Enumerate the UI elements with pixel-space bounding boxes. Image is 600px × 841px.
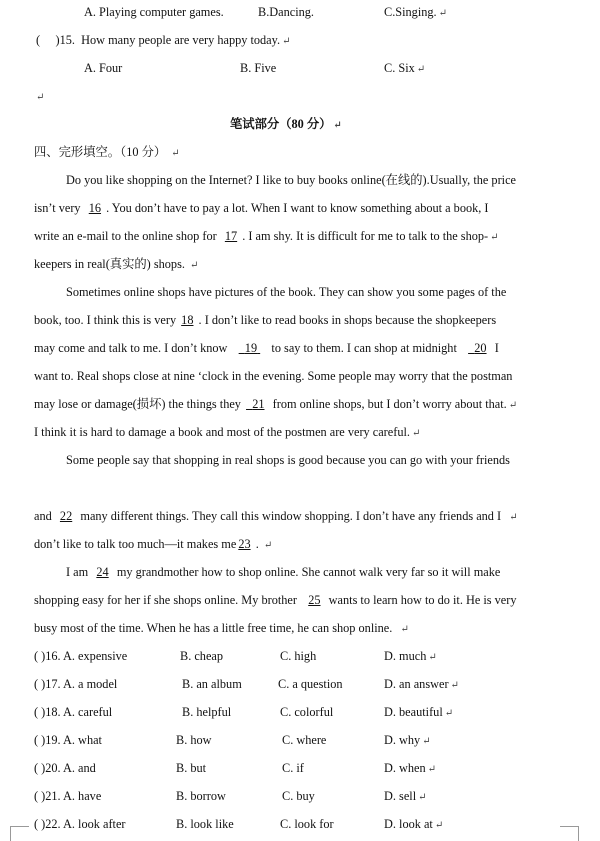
blank-24[interactable]: 24 [96,565,109,579]
blank-17[interactable]: 17 [224,229,238,243]
q22-option-d: D. look at ↵ [384,817,444,831]
q14-option-a: A. Playing computer games. [84,5,224,19]
q16-option-a: ( )16. A. expensive [34,649,128,663]
passage-line-1: Do you like shopping on the Internet? I like to buy books online(在线的).Usually, the price [66,173,517,187]
passage-line-9: may lose or damage(损坏) the things they 21 from online shops, but I don’t worry about that. ↵ [34,397,518,411]
q17-option-d: D. an answer ↵ [384,677,459,691]
page-corner-left [10,826,29,841]
q19-option-b: B. how [176,733,212,747]
q16-option-c: C. high [280,649,317,663]
q14-option-c: C.Singing. ↵ [384,5,448,19]
passage-line-4: keepers in real(真实的) shops. ↵ [34,257,199,271]
paragraph-mark: ↵ [36,92,45,103]
passage-line-16: busy most of the time. When he has a little free time, he can shop online. ↵ [34,621,409,635]
section-subtitle: 四、完形填空。（10 分） ↵ [34,145,180,159]
q21-option-b: B. borrow [176,789,226,803]
q18-option-d: D. beautiful ↵ [384,705,454,719]
passage-line-15: shopping easy for her if she shops online. My brother 25 wants to learn how to do it. He is very [34,593,517,607]
q22-option-a: ( )22. A. look after [34,817,126,831]
q19-option-c: C. where [282,733,327,747]
q16-option-b: B. cheap [180,649,224,663]
q15-question: ( )15. How many people are very happy today. ↵ [36,33,291,47]
passage-line-8: want to. Real shops close at nine ‘clock in the evening. Some people may worry that the postman [34,369,513,383]
passage-line-13: don’t like to talk too much—it makes me 23 . ↵ [34,537,273,551]
passage-line-3: write an e-mail to the online shop for 17 . I am shy. It is difficult for me to talk to the shop- ↵ [34,229,499,243]
passage-line-10: I think it is hard to damage a book and most of the postmen are very careful. ↵ [34,425,421,439]
passage-line-7: may come and talk to me. I don’t know 19 to say to them. I can shop at midnight 20 I [34,341,499,355]
passage-line-12: and 22 many different things. They call this window shopping. I don’t have any friends and I ↵ [34,509,518,523]
q20-option-b: B. but [176,761,207,775]
q18-option-a: ( )18. A. careful [34,705,113,719]
q16-option-d: D. much ↵ [384,649,437,663]
q21-option-a: ( )21. A. have [34,789,102,803]
blank-16[interactable]: 16 [88,201,102,215]
passage-line-6: book, too. I think this is very 18 . I don’t like to read books in shops because the shopkeepers [34,313,497,327]
q17-option-c: C. a question [278,677,343,691]
blank-18[interactable]: 18 [181,313,194,327]
q22-option-b: B. look like [176,817,234,831]
blank-19[interactable]: 19 [244,341,258,355]
blank-21[interactable]: 21 [252,397,265,411]
q15-option-b: B. Five [240,61,277,75]
q14-option-b: B.Dancing. [258,5,315,19]
q18-option-b: B. helpful [182,705,232,719]
q15-option-c: C. Six ↵ [384,61,426,75]
q18-option-c: C. colorful [280,705,334,719]
blank-23[interactable]: 23 [238,537,251,551]
q20-option-a: ( )20. A. and [34,761,96,775]
q21-option-d: D. sell ↵ [384,789,427,803]
blank-20[interactable]: 20 [474,341,487,355]
q17-option-b: B. an album [182,677,242,691]
q21-option-c: C. buy [282,789,315,803]
q20-option-d: D. when ↵ [384,761,437,775]
passage-line-5: Sometimes online shops have pictures of the book. They can show you some pages of the [66,285,507,299]
blank-22[interactable]: 22 [59,509,73,523]
q22-option-c: C. look for [280,817,334,831]
passage-line-2: isn’t very 16 . You don’t have to pay a lot. When I want to know something about a book, I [34,201,489,215]
blank-25[interactable]: 25 [308,593,321,607]
q19-option-a: ( )19. A. what [34,733,102,747]
q15-option-a: A. Four [84,61,123,75]
passage-line-14: I am 24 my grandmother how to shop online. She cannot walk very far so it will make [66,565,501,579]
page-corner-right [560,826,579,841]
q20-option-c: C. if [282,761,304,775]
q19-option-d: D. why ↵ [384,733,431,747]
section-title: 笔试部分（80 分） ↵ [230,117,342,131]
passage-line-11: Some people say that shopping in real shops is good because you can go with your friends [66,453,510,467]
q17-option-a: ( )17. A. a model [34,677,118,691]
